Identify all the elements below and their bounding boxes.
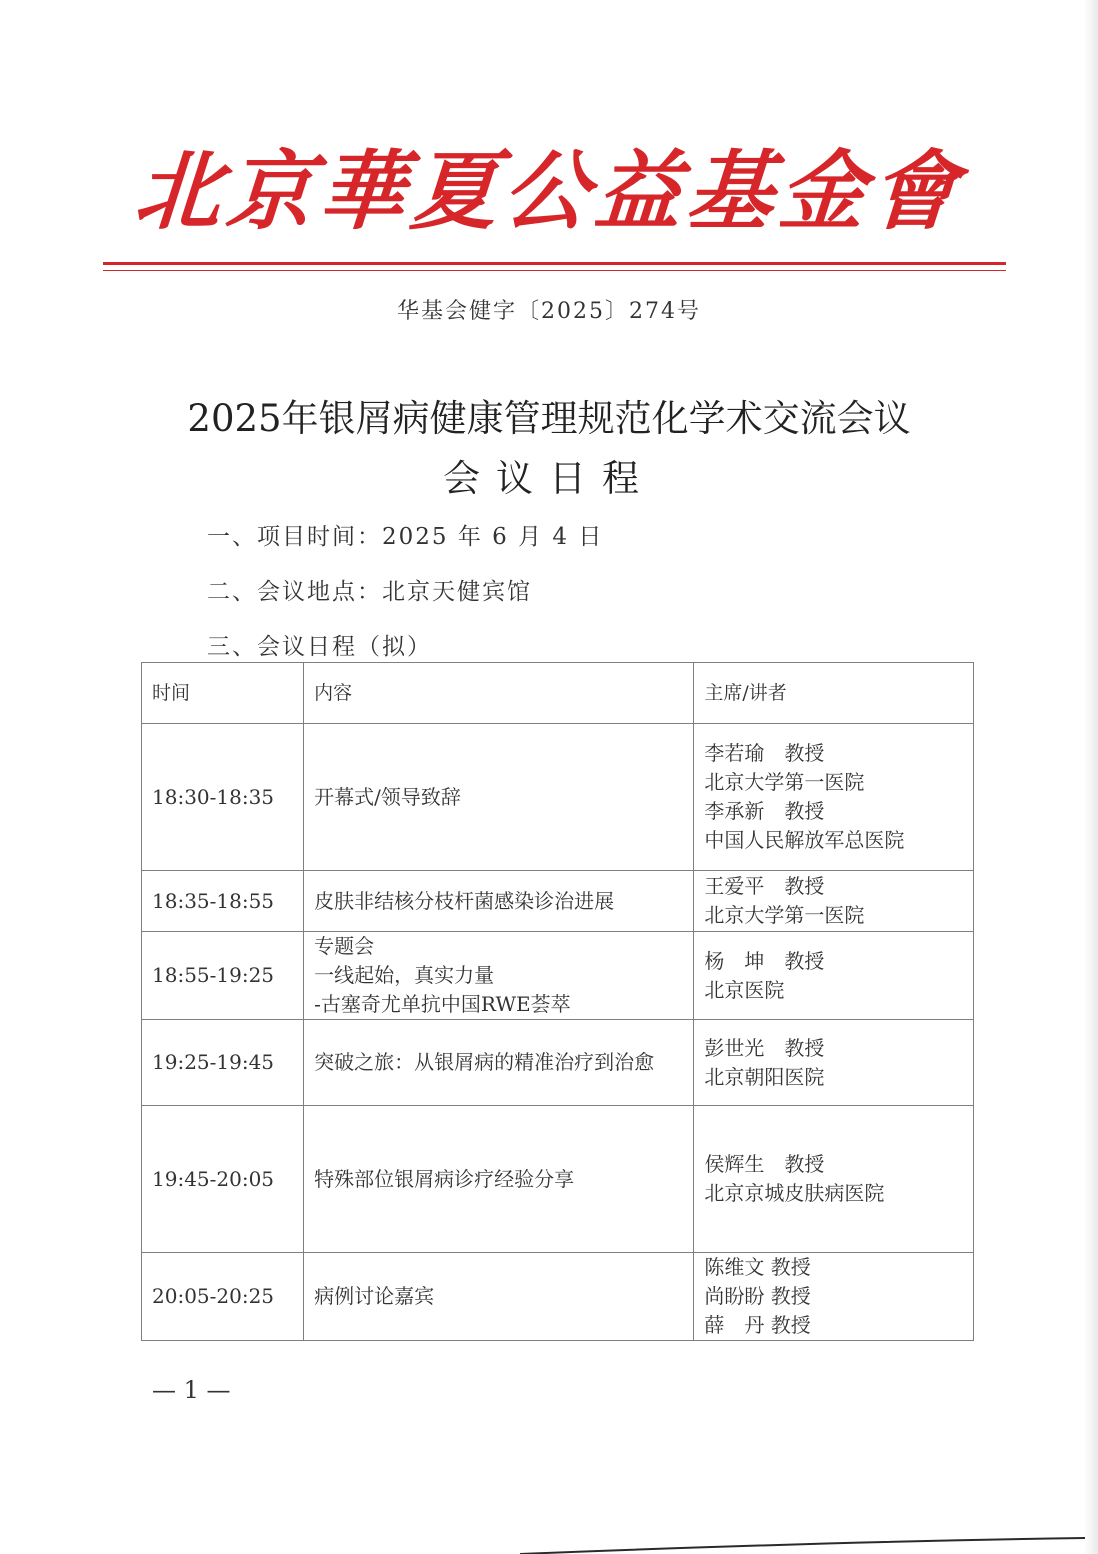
table-row	[142, 932, 974, 1020]
cell-time: 18:35-18:55	[142, 871, 304, 932]
table-row	[142, 871, 974, 932]
chair-line: 北京京城皮肤病医院	[704, 1181, 885, 1205]
cell-content	[304, 724, 694, 871]
cell-time: 19:25-19:45	[142, 1020, 304, 1106]
chair-line: 北京朝阳医院	[704, 1064, 825, 1089]
table-row	[142, 1253, 974, 1341]
letterhead-red-rule-thin	[103, 270, 1006, 271]
content-line: 病例讨论嘉宾	[314, 1284, 435, 1308]
chair-line: 李承新 教授	[704, 799, 825, 823]
cell-chair	[694, 932, 974, 1020]
cell-time: 19:45-20:05	[142, 1106, 304, 1253]
cell-time: 18:30-18:35	[142, 724, 304, 871]
content-line: 专题会	[314, 934, 375, 958]
cell-chair	[694, 724, 974, 871]
document-subtitle: 会议日程	[443, 457, 655, 500]
content-line: 皮肤非结核分枝杆菌感染诊治进展	[314, 888, 615, 913]
chair-line: 北京大学第一医院	[704, 770, 865, 794]
cell-chair	[694, 871, 974, 932]
page-bottom-curve	[0, 1524, 1098, 1554]
chair-line: 杨 坤 教授	[704, 948, 825, 973]
table-row	[142, 724, 974, 871]
cell-chair	[694, 1253, 974, 1341]
content-line: -古塞奇尤单抗中国RWE荟萃	[314, 992, 571, 1016]
project-time: 一、项目时间：2025 年 6 月 4 日	[207, 524, 604, 550]
meeting-location: 二、会议地点：北京天健宾馆	[207, 579, 532, 605]
page-number: — 1 —	[152, 1376, 231, 1404]
cell-content	[304, 1020, 694, 1106]
schedule-table	[141, 662, 974, 1341]
document-number: 华基会健字〔2025〕274号	[397, 299, 701, 324]
schedule-heading: 三、会议日程（拟）	[207, 634, 432, 660]
content-line: 突破之旅：从银屑病的精准治疗到治愈	[314, 1050, 655, 1074]
cell-chair	[694, 1106, 974, 1253]
cell-time: 20:05-20:25	[142, 1253, 304, 1341]
chair-line: 李若瑜 教授	[704, 741, 825, 765]
cell-content	[304, 932, 694, 1020]
chair-line: 陈维文 教授	[704, 1255, 811, 1279]
content-line: 开幕式/领导致辞	[314, 784, 461, 809]
header-time: 时间	[142, 663, 304, 724]
table-row	[142, 1106, 974, 1253]
content-line: 一线起始，真实力量	[314, 963, 495, 987]
chair-line: 中国人民解放军总医院	[704, 828, 905, 852]
chair-line: 尚盼盼 教授	[704, 1284, 811, 1308]
chair-line: 侯辉生 教授	[704, 1152, 825, 1176]
letterhead-org-name: 北京華夏公益基金會	[131, 142, 967, 242]
cell-content	[304, 1253, 694, 1341]
document-title: 2025年银屑病健康管理规范化学术交流会议	[187, 397, 911, 440]
cell-content	[304, 1106, 694, 1253]
table-row	[142, 1020, 974, 1106]
header-chair: 主席/讲者	[694, 663, 974, 724]
chair-line: 薛 丹 教授	[704, 1313, 811, 1337]
table-header-row	[142, 663, 974, 724]
schedule-body	[142, 724, 974, 1341]
chair-line: 北京大学第一医院	[704, 903, 865, 927]
cell-time: 18:55-19:25	[142, 932, 304, 1020]
letterhead-red-rule	[103, 262, 1006, 265]
chair-line: 王爱平 教授	[704, 874, 825, 898]
cell-content	[304, 871, 694, 932]
chair-line: 彭世光 教授	[704, 1035, 825, 1060]
content-line: 特殊部位银屑病诊疗经验分享	[314, 1166, 575, 1191]
cell-chair	[694, 1020, 974, 1106]
chair-line: 北京医院	[704, 977, 785, 1002]
header-content: 内容	[304, 663, 694, 724]
